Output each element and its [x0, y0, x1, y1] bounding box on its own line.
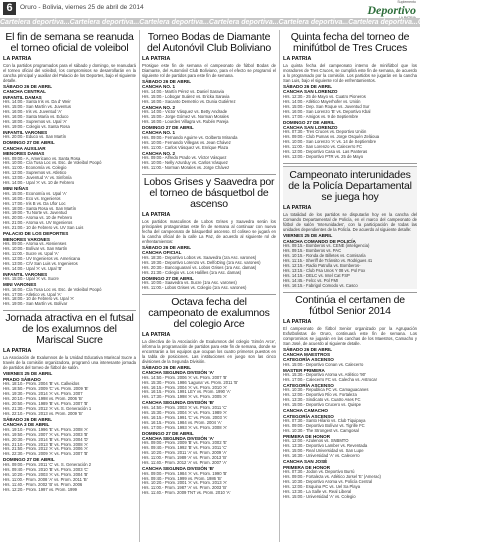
schedule-line: Hrs. 15:00.- Jorge Gómez vs. Norman Morales	[142, 114, 229, 120]
schedule-line: Hrs. 16:00.- Lourdes Villagra vs. Rubén Pareja	[142, 118, 229, 124]
schedule-line: Hrs. 18:00.- 10 de Febrero vs. Upal 'A'	[3, 296, 75, 302]
schedule-line: Hrs. 09:40.- Prom. 1992 'B' vs. Prom. 2011 'C'	[142, 445, 228, 451]
schedule-line: Hrs. 11:00.- Prom. 1989 'A' vs. Prom. 2013 'B'	[142, 455, 227, 461]
article-headline: Lobos Grises y Saavedra por el torneo de básquetbol de ascenso	[143, 175, 275, 210]
schedule-line: Hrs. 15:00.- Dep. San Roque vs. Juventud Sur	[283, 103, 370, 109]
page-header	[0, 0, 420, 18]
schedule-line: Hrs. 11:00.- Economía vs. Colegio	[3, 165, 67, 171]
schedule-line: Hrs. 10:20.- Prom. 2011 'A' vs. Prom. 2009 'A'	[142, 450, 227, 456]
schedule-line: Hrs. 10:30.- The Strongest vs. Camgosal	[283, 427, 359, 433]
schedule-heading: CANCHA AUXILIAR	[3, 145, 46, 151]
schedule-line: Hrs. 13:15.- Club Fsa Unos Y 08 vs. Pol Fox	[283, 267, 366, 273]
article-intro: La totalidad de los partidos se disputarán hoy en la cancha del Comando Departamental de Policía, en el marco del campeonato de fútbol de salón 'Interunidades', con la participación de todas las unidades dependientes de la Policía. De acuerdo al siguiente detalle:	[283, 212, 417, 233]
schedule-line: Hrs. 19:00.- Tu Norte vs. Juventud	[3, 210, 67, 216]
schedule-line: Hrs. 09:40.- Prom. 1999 vs. Prom. 1986 'B'	[142, 475, 222, 481]
schedule-heading: CATEGORÍA ASCENSO	[283, 357, 334, 363]
schedule-heading: DOMINGO 27 DE ABRIL	[3, 457, 55, 463]
schedule-heading: CANCHA SEGUNDA DIVISIÓN 'B'	[142, 400, 215, 406]
schedule-line: Hrs. 10:30.- Deportivo Aroma vs. Policía Central	[283, 478, 373, 484]
schedule-line: Hrs. 22:30.- Prom. 2009 'A' vs. Prom. 2007 'B'	[3, 451, 89, 457]
schedule-line: Hrs. 09:00.- Fernando Aguirre vs. Golberto Miranda	[142, 134, 238, 140]
schedule-line: Hrs. 11:00.- Prom. 2008 'A' vs. Prom. 2011 'B'	[3, 476, 88, 482]
schedule-line: Hrs. 13:00.- Juventud 'A' vs. Sinfonía	[3, 175, 72, 181]
schedule-line: Hrs. 14:00.- Santa Iris vs. Da d' Weir	[3, 99, 71, 105]
schedule-heading: DOMINGO 27 DE ABRIL	[142, 124, 194, 130]
schedule-line: Hrs. 10:00.- San Lorenzo 'A' vs. 14 de Septiembre	[283, 139, 377, 145]
article	[3, 313, 136, 492]
schedule-line: Hrs. 10:00.- Cía Tusa Loc vs. Esc. de Voleibol Poopó	[3, 160, 102, 166]
schedule-line: Hrs. 16:15.- Prom. 1991 'C' vs. Prom. 2003 'A'	[142, 414, 228, 420]
schedule-line: Hrs. 17:30.- Prom. 1998 'A' vs. Prom. 2005 'A'	[142, 394, 228, 400]
schedule-line: Hrs. 19:30.- Prom. 2014 'A' vs. Prom. 2007	[3, 391, 83, 397]
article	[142, 32, 276, 171]
article-headline: Jornada atractiva en el futsal de los exalumnos del Mariscal Sucre	[5, 312, 134, 347]
schedule-heading: VIERNES 25 DE ABRIL	[283, 233, 333, 239]
article-divider	[283, 163, 417, 164]
schedule-line: Hrs. 11:00.- Norman Morales vs. Jorge Chávez	[142, 164, 230, 170]
schedule-line: Hrs. 16:15.- Prom. 1984 vs. Prom. 2004 'A'	[142, 419, 222, 425]
article-divider	[142, 174, 276, 175]
schedule-line: Hrs. 10:00.- Fernando Villegas vs. Jean Chávez	[142, 139, 231, 145]
schedule-line: Hrs. 12:15.- Radio Patrulla vs. Bomberos-	[283, 262, 361, 268]
schedule-heading: PRIMERA DE HONOR	[283, 433, 331, 439]
schedule-line: Hrs. 19:10.- Prom. 1996 'E' vs. Prom. 2008 'A'	[3, 426, 89, 432]
schedule-heading: SÁBADO 26 DE ABRIL	[3, 84, 53, 89]
schedule-line: Hrs. 10:30.- Republica FC vs. Camaguacanes	[283, 387, 369, 393]
schedule-line: Hrs. 12:00.- Esquina PC vs. Uel Sa Playa	[283, 483, 361, 489]
schedule-line: Hrs. 09:00.- Prom. 2009 'B' vs. Prom. 2002 'E'	[142, 440, 228, 446]
schedule-heading: CANCHA NO. 2	[142, 150, 176, 156]
schedule-line: Hrs. 09:00.- Club Pumas vs. Jorge Osquén Zeláoua	[283, 134, 380, 140]
schedule-line: Hrs. 11:00.- Lobos Grises vs. Colegio (1ra Asc. varones)	[142, 284, 247, 290]
schedule-line: Hrs. 18:00.- Supremos vs. Upal 'A'	[3, 119, 67, 125]
schedule-line: Hrs. 12:00.- Supremos vs. Atletico	[3, 170, 67, 176]
article-source: LA PATRIA	[142, 211, 171, 218]
schedule-line: Hrs. 14:50.- Prom. 2006 'A' vs. Prom. 2007 'B'	[142, 374, 228, 380]
schedule-line: Hrs. 12:20.- Prom. 1997 vs. Prom. 1999	[3, 486, 78, 492]
schedule-heading: CATEGORÍA ASCENSO	[283, 413, 334, 419]
article	[283, 32, 417, 160]
schedule-heading: CANCHA CAMACHO	[283, 408, 328, 414]
schedule-line: Hrs. 13:30.- La Salle vs. Real Liberal	[283, 488, 352, 494]
schedule-line: Hrs. 18:10.- Prom. 2004 'B' vs. Calkeidos	[3, 381, 80, 387]
schedule-line: Hrs. 10:00.- Nelly Azurduy vs. Carlos Vásquez	[142, 159, 228, 165]
schedule-line: Hrs. 16:00.- Eco vs. Ingenieros	[3, 195, 61, 201]
schedule-line: Hrs. 13:30.- Sindicato vs. Cuatro Ases FC	[283, 397, 361, 403]
schedule-heading: CANCHA OFICIAL	[142, 250, 182, 256]
schedule-heading: DOMINGO 27 DE ABRIL	[283, 119, 335, 125]
column-2	[142, 30, 276, 544]
schedule-line: Hrs. 09:00.- Aroma vs. Atenienses	[3, 241, 67, 247]
schedule-line: Hrs. 19:00.- San Martín vs. Bolívar	[3, 301, 68, 307]
schedule-line: Hrs. 16:30.- Universidad 'A' vs. Calecerro	[283, 453, 360, 459]
schedule-line: Hrs. 09:00.- Alfredo Prado vs. Víctor Vásquez	[142, 155, 227, 161]
schedule-heading: CANCHA SEGUNDA DIVISIÓN 'A'	[142, 370, 215, 376]
schedule-heading: INFANTIL VARONES	[3, 271, 48, 277]
schedule-heading: MASTER PRIMERA	[283, 367, 325, 373]
schedule-heading: DOMINGO 27 DE ABRIL	[142, 430, 194, 436]
article-headline: Torneo Bodas de Diamante del Autonóvil Club Boliviano	[147, 31, 271, 54]
schedule-line: Hrs. 10:00.- Bolívar vs. San Martín	[3, 246, 68, 252]
schedule-line: Hrs. 13:30.- Deportivo Lamber vs. Reventada	[283, 443, 368, 449]
schedule-line: Hrs. 14:45.- Felcc vs. Pol FMI	[283, 277, 339, 283]
schedule-heading: SÁBADO 26 DE ABRIL	[283, 84, 333, 89]
schedule-heading: SÁBADO 26 DE ABRIL	[3, 416, 53, 422]
schedule-line: Hrs. 21:50.- Prom. 2012 'A' vs. Prom. 2006 'A'	[3, 446, 89, 452]
schedule-line: Hrs. 14:00.- Upal 'A' vs. Upal 'B'	[3, 265, 63, 271]
schedule-heading: INFANTIL DAMAS	[3, 94, 42, 100]
column-divider	[139, 30, 140, 542]
schedule-line: Hrs. 16:00.- Santa María vs. Educo	[3, 114, 69, 120]
article-intro: La Asociación de Exalumnos de la Unidad Educativa Mariscal Sucre a través de la comisión organizadora, programó una interesante jornada de partidos del torneo de fútbol de salón.	[3, 355, 136, 371]
schedule-line: Hrs. 17:00.- Iris B vs. Da Ufor Loc	[3, 200, 66, 206]
schedule-line: Hrs. 15:00.- San Martín vs. Juventus	[3, 104, 71, 110]
article-source: LA PATRIA	[142, 331, 171, 338]
schedule-line: Hrs. 15:00.- Deportivo Conan vs. Calecerro	[283, 361, 364, 367]
schedule-line: Hrs. 15:00.- Economía vs. Upal 'A'	[3, 190, 67, 196]
schedule-heading: INFANTIL VARONES	[3, 129, 48, 135]
schedule-heading: PRADO SÁBADO	[3, 376, 41, 382]
schedule-heading: MINI NIÑAS	[3, 186, 29, 192]
schedule-heading: SÁBADO 26 DE ABRIL	[142, 364, 192, 370]
schedule-line: Hrs. 14:15.- DELC vs. Intel Cat FSP	[283, 272, 350, 278]
article-headline: Quinta fecha del torneo de minifútbol de Tres Cruces	[290, 31, 410, 54]
article-headline: Campeonato interunidades de la Policía Departamental se juega hoy	[288, 169, 412, 204]
schedule-line: Hrs. 14:50.- Prom. 2003 'A' vs. Prom. 2011 'C'	[142, 404, 228, 410]
schedule-line: Hrs. 16:00.- San Lorenzo 'B' vs. Deportivo Kbal	[283, 108, 371, 114]
supplement-logo	[338, 0, 416, 17]
dateline: Oruro - Bolivia, viernes 25 de abril de 2014	[20, 4, 144, 11]
schedule-line: Hrs. 17:00.- Prom. 1993 'A' vs. Prom. 2008 'A'	[142, 424, 228, 430]
schedule-line: Hrs. 10:20.- Prom. 2003 'A' vs. Prom. 2004 'B'	[3, 471, 89, 477]
schedule-line: Hrs. 18:00.- Santa Rosa vs. San Martín	[3, 205, 77, 211]
schedule-heading: PALACIO DE LOS DEPORTES	[3, 231, 69, 237]
schedule-line: Hrs. 10:20.- Prom. 2001 'A' vs. Prom. 2013 'A'	[142, 480, 228, 486]
article-headline: Octava fecha del campeonato de exalumnos del colegio Arce	[148, 295, 270, 330]
schedule-line: Hrs. 20:30.- Bancoguaraní vs. Lobos Grises (1ra Asc. damas)	[142, 264, 257, 270]
schedule-heading: SÁBADO 26 DE ABRIL	[283, 346, 333, 352]
schedule-line: Hrs. 12:00.- Deportivo Río vs. Fortaleza	[283, 392, 357, 398]
schedule-line: Hrs. 17:00.- Atletico vs. Upal 'A'	[3, 291, 62, 297]
schedule-heading: SÁBADO 26 DE ABRIL	[142, 79, 192, 84]
schedule-heading: MENORES DAMAS	[3, 151, 45, 157]
schedule-line: Hrs. 09:15.- Bomberos vs. CENE (inteligencia)	[283, 242, 370, 248]
schedule-line: Hrs. 19:30.- Deportivo Lorenzo vs. DelfoDing (1ra Asc. varones)	[142, 259, 261, 265]
logo-small-text: Suplemento	[397, 0, 416, 4]
schedule-line: Hrs. 07:30.- Santo Hilario vs. Club Tiquipaya	[283, 418, 366, 424]
schedule-line: Hrs. 16:00.- Cía Tusa Loc vs. Esc. de Voleibol Poopó	[3, 286, 102, 292]
article-headline: Continúa el certamen de fútbol Senior 2014	[295, 293, 405, 317]
schedule-heading: MENORES VARONES	[3, 236, 50, 242]
schedule-line: Hrs. 14:00.- Atlético Mayerhofer vs. Unión	[283, 98, 361, 104]
schedule-line: Hrs. 11:00.- San Lorenzo vs. Calecerro FC	[283, 144, 363, 150]
schedule-heading: CATEGORÍA ASCENSO	[283, 382, 334, 388]
schedule-line: Hrs. 12:00.- Azulenos vs. SNBMTO	[283, 438, 349, 444]
schedule-line: Hrs. 07:30.- Tres Cruces vs. Deportivo Unión	[283, 129, 367, 135]
schedule-line: Hrs. 16:00.- Iris vs. Juventud 'A'	[3, 109, 62, 115]
schedule-heading: CANCHA NO. 1	[142, 130, 176, 136]
schedule-line: Hrs. 15:00.- Universidad 'A' vs. Colegio	[283, 493, 356, 499]
article-source: LA PATRIA	[283, 318, 312, 325]
schedule-line: Hrs. 07:30.- Jodon vs. Deportivo Burrú	[283, 468, 355, 474]
schedule-line: Hrs. 15:00.- Real Universidad vs. San Lupe	[283, 448, 364, 454]
schedule-heading: PRIMERA DE HONOR	[283, 464, 331, 470]
schedule-line: Hrs. 11:15.- Sheriff de Tránsito vs. Rodrigues 41	[283, 257, 373, 263]
schedule-heading: VIERNES 25 DE ABRIL	[3, 371, 53, 377]
schedule-heading: CANCHA NO. 2	[142, 104, 176, 110]
schedule-line: Hrs. 09:00.- Fortaleza vs. Atlético Jorsel 'E' (Amerac)	[283, 473, 381, 479]
schedule-heading: CANCHA 3 DE ABRIL	[3, 422, 50, 428]
schedule-line: Hrs. 20:00.- Educo vs. San Martín	[3, 134, 67, 140]
schedule-line: Hrs. 15:00.- Lobogar Suárez vs. Ericka Saravia	[142, 93, 230, 99]
schedule-line: Hrs. 17:00.- Amigos vs. 9 de Septiembre	[283, 113, 359, 119]
schedule-line: Hrs. 20:10.- Prom. 1998 vs. Prom. 2006 'B'	[3, 396, 83, 402]
schedule-line: Hrs. 09:00.- Prom. 1984 'A' vs. Prom. 1990 'B'	[142, 470, 228, 476]
schedule-line: Hrs. 21:00.- 10 de Febrero vs. UV San Luis	[3, 225, 84, 231]
article-divider	[283, 292, 417, 293]
article	[142, 297, 276, 497]
article-source: LA PATRIA	[3, 348, 32, 355]
schedule-line: Hrs. 15:00.- Upal 'A' vs. Sucre	[3, 276, 59, 282]
article-source: LA PATRIA	[142, 56, 171, 62]
schedule-line: Hrs. 14:00.- Victor Vásquez vs. Betty Andrade	[142, 109, 228, 115]
schedule-line: Hrs. 22:10.- Prom. 2013 vs. Prom. 2009 'B'	[3, 410, 83, 416]
schedule-heading: CANCHA CENTRAL	[3, 89, 46, 95]
schedule-line: Hrs. 09:00.- Deportivo Bolívar vs. Tigrille FC	[283, 422, 365, 428]
schedule-line: Hrs. 16:00.- Sacanto Demetrio vs. Dunia Gutiérrez	[142, 98, 236, 104]
schedule-line: Hrs. 17:00.- Calecerro FC vs. Calecha vs. Astrocar	[283, 377, 378, 383]
schedule-line: Hrs. 20:00.- Aroma vs. 10 de Febrero	[3, 215, 73, 221]
schedule-line: Hrs. 14:00.- Upal 'A' vs. 10 de Febrero	[3, 180, 75, 186]
schedule-heading: DOMINGO 27 DE ABRIL	[3, 140, 55, 146]
column-divider	[279, 30, 280, 542]
schedule-line: Hrs. 16:15.- Prom. 1991 LEY vs. Prom. 1990 'A'	[142, 389, 231, 395]
page-number: 6	[3, 2, 16, 15]
schedule-line: Hrs. 09:40.- Prom. 2010 'B' vs. Prom. 2003 'C'	[3, 466, 89, 472]
schedule-line: Hrs. 14:00.- Martín Pérez vs. Daniel Saravia	[142, 88, 224, 94]
article-source: LA PATRIA	[283, 56, 312, 62]
article	[283, 295, 417, 500]
schedule-line: Hrs. 21:30.- Colegio vs. Los Halilles (1ra Asc. damas)	[142, 269, 242, 275]
schedule-line: Hrs. 11:00.- Carlos Vásquez vs. Enrique Plaza	[142, 144, 229, 150]
schedule-line: Hrs. 15:00.- Deportivo Crucero vs. Quispe	[283, 402, 361, 408]
schedule-line: Hrs. 09:00.- A. Americano vs. Santa Rosa	[3, 155, 81, 161]
column-3	[283, 30, 417, 544]
article-intro: Los partidos masculinos de Lobos Grises y Saavedra serán los principales protagonistas este fin de semana al continuar con nueva fecha del campeonato de básquetbol ascenso. El coliseo se jugará en la cancha oficial de la calle La Paz, de acuerdo al siguiente rol de enfrentamientos:	[142, 218, 276, 244]
schedule-line: Hrs. 15:30.- Prom. 1986 'Laguna' vs. Prom. 2011 'B'	[142, 379, 238, 385]
article-source: LA PATRIA	[3, 56, 32, 62]
schedule-line: Hrs. 11:40.- Prom. 2012 'A' vs. Prom. 2007 'A'	[142, 460, 227, 466]
schedule-heading: CANCHA SAN LORENZO	[283, 89, 338, 95]
schedule-line: Hrs. 21:00.- Aroma vs. UV Ingenieros	[3, 220, 73, 226]
article	[142, 177, 276, 291]
schedule-heading: CANCHA MAESTROS	[283, 351, 331, 357]
schedule-heading: DOMINGO 27 DE ABRIL	[142, 275, 194, 281]
schedule-heading: CANCHA SAN JOSÉ	[283, 459, 328, 465]
article-intro: La quinta fecha del campeonato interno de minifútbol que los moradores de Tres Cruces, se cumplirá este fin de semana, de acuerdo a lo programado por la comisión. Los partidos se jugarán en la cancha San Luis, bajo el siguiente rol de enfrentamientos.	[283, 63, 417, 83]
article-intro: Prosigue este fin de semana el campeonato de fútbol Bodas de Diamante, del Automóvil Club Boliviano, para el efecto se programó el siguiente rol de partidos para este fin de semana.	[142, 63, 276, 78]
schedule-line: Hrs. 18:30.- Deportivo Lobos vs. Saavedra (1ra Asc. varones)	[142, 254, 257, 260]
schedule-line: Hrs. 15:30.- Prom. 2004 'A' vs. Prom. 1989 'A'	[142, 409, 228, 415]
schedule-heading: CANCHA COMANDO DE POLICÍA	[283, 238, 356, 244]
schedule-heading: CANCHA SEGUNDA DIVISIÓN 'B'	[142, 466, 215, 472]
schedule-line: Hrs. 21:30.- Prom. 2012 'A' vs. S. Generación 1	[3, 405, 92, 411]
schedule-line: Hrs. 11:00.- Sucre vs. Upal 'A'	[3, 250, 59, 256]
article-source: LA PATRIA	[283, 205, 312, 212]
schedule-line: Hrs. 11:40.- Prom. 2009 TNT vs. Prom. 2010 'A'	[142, 490, 231, 496]
schedule-line: Hrs. 10:00.- Saavedra vs. Sucre (1ra Asc. varones)	[142, 279, 237, 285]
article-divider	[3, 310, 136, 311]
schedule-heading: CANCHA NO. 1	[142, 84, 176, 90]
column-1	[3, 30, 136, 544]
schedule-line: Hrs. 19:00.- Colegio vs. Santa Rosa	[3, 123, 70, 129]
schedule-line: Hrs. 20:30.- Prom. 2014 'B' vs. Prom. 2004 'D'	[3, 436, 89, 442]
article-intro: El campeonato de fútbol Senior organizado por la Agrupación Exfutbolistas de Oruro, continuará este fin de semana. Los compromisos se jugarán en las canchas de los Maestros, Camacho y San José, de acuerdo al siguiente detalle.	[283, 325, 417, 346]
schedule-line: Hrs. 16:15.- Prom. 2004 'A' vs. Prom. 2010 'A'	[142, 384, 228, 390]
schedule-line: Hrs. 10:15.- Ronda de Billetes vs. Comisaría	[283, 252, 366, 258]
schedule-line: Hrs. 19:50.- Prom. 2007 'A' vs. Prom. 2003 'B'	[3, 431, 89, 437]
schedule-heading: MINI VARONES	[3, 282, 37, 288]
article-headline: El fin de semana se reanuda el torneo oficial de voleibol	[5, 31, 134, 54]
article	[283, 166, 417, 288]
schedule-line: Hrs. 11:00.- Prom. 1987 'A' vs. Prom. 2003 'B'	[142, 485, 227, 491]
schedule-line: Hrs. 12:00.- Deportivo Casa vs. Las Panteras	[283, 149, 368, 155]
schedule-line: Hrs. 12:00.- UV Ingenieros vs. Americana	[3, 255, 81, 261]
schedule-heading: CANCHA SEGUNDA DIVISIÓN 'A'	[142, 435, 215, 441]
schedule-heading: CANCHA SAN LORENZO	[283, 124, 338, 130]
schedule-line: Hrs. 21:10.- Prom. 2013 'B' vs. Prom. 2008 'A'	[3, 441, 89, 447]
section-ribbon: Cartelera deportiva...Cartelera deportiva...Cartelera deportiva...Cartelera deportiva...Cartelera deportiva...Cartelera deportiva...Cartelera deportiva...	[0, 19, 487, 26]
article-intro: La directiva de la Asociación de Exalumnos del colegio 'Simón Arce', informa la programación de partidos para este fin de semana, donde se encontrarán a los equipos que ocupan los cuatro primeros puestos en la tabla de posiciones. Las instituciones en juego son las cinco divisiones de la Segunda División.	[142, 338, 276, 364]
schedule-line: Hrs. 13:00.- Deportivo PTR vs. 25 de Mayo	[283, 154, 364, 160]
schedule-line: Hrs. 12:30.- 25 de Mayo vs. Cuatro Pioneros	[283, 93, 366, 99]
article	[3, 32, 136, 307]
article-divider	[142, 294, 276, 295]
schedule-heading: SÁBADO 26 DE ABRIL	[142, 244, 192, 250]
schedule-line: Hrs. 09:15.- Bomberos vs. PAC	[283, 247, 342, 253]
logo-main-text: Deportivo	[367, 3, 416, 17]
schedule-line: Hrs. 15:30.- Deportivo Aroma vs. Atlético '90'	[283, 372, 366, 378]
schedule-line: Hrs. 16:15.- Fabrigol Comodo vs. Casco	[283, 282, 358, 288]
schedule-line: Hrs. 20:50.- Prom. 1989 'B' vs. Prom. 2007 'B'	[3, 401, 89, 406]
schedule-line: Hrs. 09:00.- Prom. 2011 'C' vs. S. Generación 2	[3, 461, 92, 467]
schedule-line: Hrs. 18:50.- Prom. 2009 'C' vs. Prom. 2009 'B'	[3, 386, 89, 392]
article-intro: Con la partidos programados para el sábado y domingo, se reanudará el torneo oficial del voleibol, los compromisos se desarrollarán en la cancha principal y auxiliar del Palacio de los Deportes, bajo el siguiente detalle.	[3, 63, 136, 83]
schedule-line: Hrs. 13:00.- C/V San Luis vs. Ingenieros	[3, 260, 78, 266]
schedule-line: Hrs. 11:40.- Prom. 2002 'B' vs. Prom. 2006	[3, 481, 83, 487]
